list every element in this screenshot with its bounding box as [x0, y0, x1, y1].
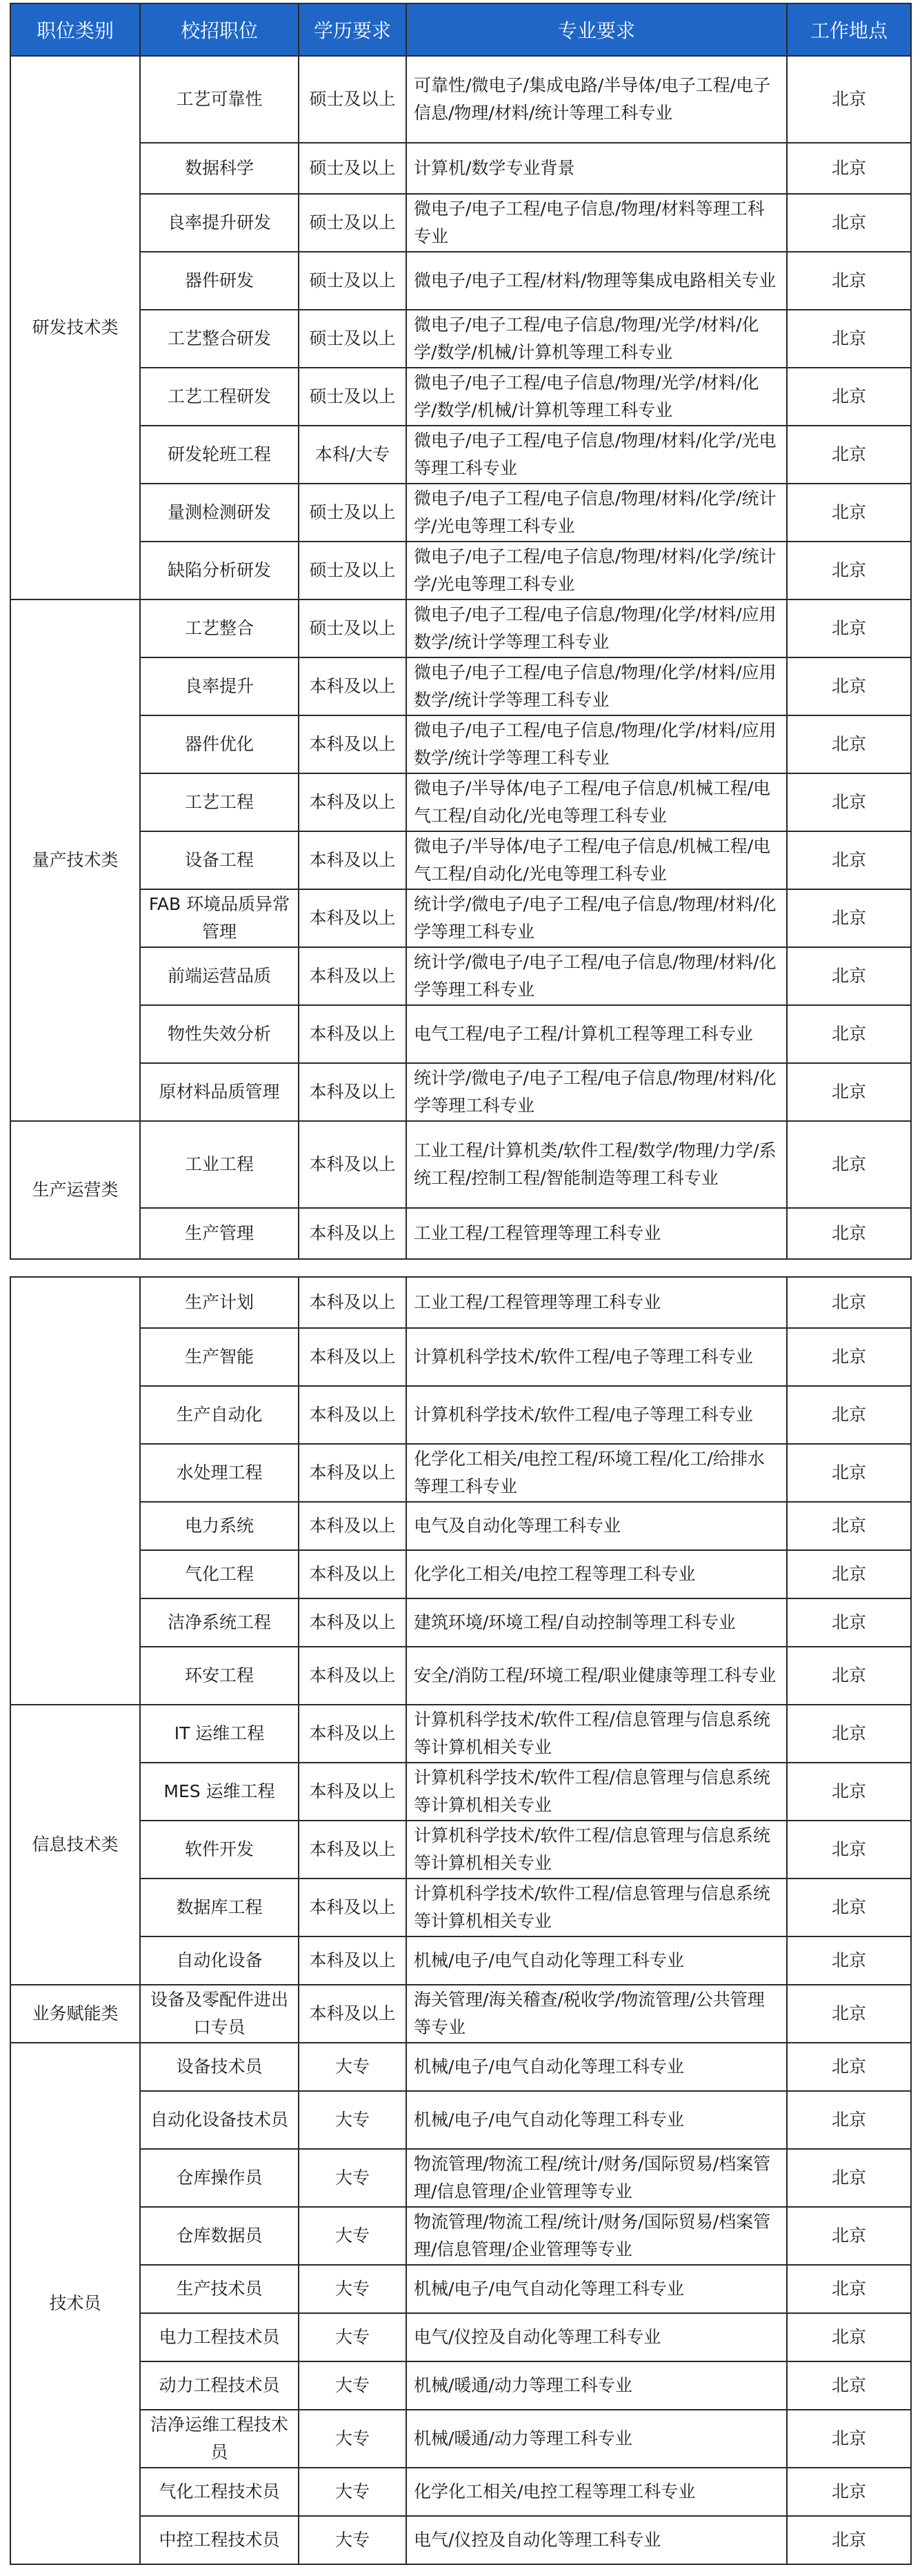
position-cell: 缺陷分析研发	[140, 542, 299, 600]
table-row	[10, 1063, 911, 1121]
table-row	[10, 1277, 911, 1328]
location-cell: 北京	[787, 2265, 911, 2313]
position-cell: 工艺整合研发	[140, 310, 299, 368]
location-cell: 北京	[787, 715, 911, 773]
education-cell: 本科及以上	[299, 831, 406, 889]
location-cell: 北京	[787, 2043, 911, 2091]
major-cell: 工业工程/计算机类/软件工程/数学/物理/力学/系统工程/控制工程/智能制造等理工科专业	[406, 1121, 787, 1208]
major-cell: 化学化工相关/电控工程等理工科专业	[406, 1550, 787, 1598]
location-cell: 北京	[787, 1647, 911, 1705]
table-row	[10, 1763, 911, 1821]
location-cell: 北京	[787, 831, 911, 889]
table-row	[10, 1879, 911, 1936]
education-cell: 本科及以上	[299, 947, 406, 1005]
position-cell: 工艺工程研发	[140, 368, 299, 426]
table-row	[10, 310, 911, 368]
position-cell: 物性失效分析	[140, 1005, 299, 1063]
location-cell: 北京	[787, 1879, 911, 1936]
table-row	[10, 2313, 911, 2361]
education-cell: 本科及以上	[299, 1705, 406, 1763]
table-row	[10, 1647, 911, 1705]
position-cell: 水处理工程	[140, 1444, 299, 1502]
table-row	[10, 1208, 911, 1259]
position-cell: 工艺整合	[140, 600, 299, 657]
table-row	[10, 2468, 911, 2516]
header-category: 职位类别	[10, 3, 140, 56]
location-cell: 北京	[787, 889, 911, 947]
major-cell: 电气及自动化等理工科专业	[406, 1502, 787, 1550]
category-cell: 量产技术类	[10, 600, 140, 1121]
location-cell: 北京	[787, 773, 911, 831]
major-cell: 微电子/电子工程/材料/物理等集成电路相关专业	[406, 252, 787, 310]
education-cell: 本科及以上	[299, 1328, 406, 1386]
position-cell: 生产管理	[140, 1208, 299, 1259]
position-cell: 器件优化	[140, 715, 299, 773]
table-row	[10, 2043, 911, 2091]
table-row	[10, 600, 911, 657]
position-cell: 电力工程技术员	[140, 2313, 299, 2361]
major-cell: 微电子/电子工程/电子信息/物理/材料/化学/统计学/光电等理工科专业	[406, 542, 787, 600]
education-cell: 大专	[299, 2361, 406, 2410]
major-cell: 计算机/数学专业背景	[406, 143, 787, 194]
education-cell: 本科及以上	[299, 1647, 406, 1705]
major-cell: 计算机科学技术/软件工程/信息管理与信息系统等计算机相关专业	[406, 1763, 787, 1821]
education-cell: 本科及以上	[299, 1063, 406, 1121]
education-cell: 本科及以上	[299, 889, 406, 947]
location-cell: 北京	[787, 1444, 911, 1502]
position-cell: 电力系统	[140, 1502, 299, 1550]
education-cell: 硕士及以上	[299, 600, 406, 657]
table-row	[10, 1444, 911, 1502]
location-cell: 北京	[787, 2468, 911, 2516]
education-cell: 大专	[299, 2207, 406, 2265]
location-cell: 北京	[787, 2149, 911, 2207]
position-cell: 数据库工程	[140, 1879, 299, 1936]
category-cell: 生产运营类	[10, 1121, 140, 1259]
education-cell: 本科及以上	[299, 1763, 406, 1821]
location-cell: 北京	[787, 2091, 911, 2149]
position-cell: 良率提升研发	[140, 194, 299, 252]
location-cell: 北京	[787, 1985, 911, 2043]
education-cell: 本科/大专	[299, 426, 406, 484]
position-cell: FAB 环境品质异常管理	[140, 889, 299, 947]
education-cell: 本科及以上	[299, 1936, 406, 1985]
education-cell: 硕士及以上	[299, 542, 406, 600]
education-cell: 本科及以上	[299, 1208, 406, 1259]
education-cell: 硕士及以上	[299, 252, 406, 310]
major-cell: 安全/消防工程/环境工程/职业健康等理工科专业	[406, 1647, 787, 1705]
location-cell: 北京	[787, 2313, 911, 2361]
major-cell: 微电子/电子工程/电子信息/物理/光学/材料/化学/数学/机械/计算机等理工科专业	[406, 310, 787, 368]
education-cell: 本科及以上	[299, 715, 406, 773]
location-cell: 北京	[787, 252, 911, 310]
location-cell: 北京	[787, 368, 911, 426]
position-cell: 器件研发	[140, 252, 299, 310]
major-cell: 计算机科学技术/软件工程/电子等理工科专业	[406, 1328, 787, 1386]
location-cell: 北京	[787, 1121, 911, 1208]
location-cell: 北京	[787, 1936, 911, 1985]
major-cell: 计算机科学技术/软件工程/信息管理与信息系统等计算机相关专业	[406, 1821, 787, 1879]
position-cell: 洁净运维工程技术员	[140, 2410, 299, 2468]
education-cell: 大专	[299, 2410, 406, 2468]
location-cell: 北京	[787, 484, 911, 542]
position-cell: 工业工程	[140, 1121, 299, 1208]
location-cell: 北京	[787, 194, 911, 252]
major-cell: 微电子/电子工程/电子信息/物理/化学/材料/应用数学/统计学等理工科专业	[406, 600, 787, 657]
table-row	[10, 1550, 911, 1598]
education-cell: 本科及以上	[299, 1386, 406, 1444]
table-row	[10, 2410, 911, 2468]
table-row	[10, 143, 911, 194]
major-cell: 机械/电子/电气自动化等理工科专业	[406, 2043, 787, 2091]
major-cell: 化学化工相关/电控工程/环境工程/化工/给排水等理工科专业	[406, 1444, 787, 1502]
education-cell: 本科及以上	[299, 1598, 406, 1647]
category-cell	[10, 1277, 140, 1705]
location-cell: 北京	[787, 1550, 911, 1598]
category-cell: 信息技术类	[10, 1705, 140, 1985]
position-cell: MES 运维工程	[140, 1763, 299, 1821]
table-row	[10, 1502, 911, 1550]
location-cell: 北京	[787, 2207, 911, 2265]
table-row	[10, 368, 911, 426]
table-row	[10, 1386, 911, 1444]
education-cell: 本科及以上	[299, 1121, 406, 1208]
position-cell: 软件开发	[140, 1821, 299, 1879]
table-row	[10, 2149, 911, 2207]
major-cell: 工业工程/工程管理等理工科专业	[406, 1277, 787, 1328]
header-row	[10, 3, 911, 56]
position-cell: 仓库操作员	[140, 2149, 299, 2207]
location-cell: 北京	[787, 1063, 911, 1121]
table-row	[10, 1985, 911, 2043]
major-cell: 机械/电子/电气自动化等理工科专业	[406, 1936, 787, 1985]
location-cell: 北京	[787, 1705, 911, 1763]
position-cell: 气化工程技术员	[140, 2468, 299, 2516]
education-cell: 本科及以上	[299, 1821, 406, 1879]
table-row	[10, 947, 911, 1005]
education-cell: 硕士及以上	[299, 143, 406, 194]
table-row	[10, 2265, 911, 2313]
major-cell: 建筑环境/环境工程/自动控制等理工科专业	[406, 1598, 787, 1647]
location-cell: 北京	[787, 143, 911, 194]
education-cell: 硕士及以上	[299, 56, 406, 143]
position-cell: 原材料品质管理	[140, 1063, 299, 1121]
education-cell: 大专	[299, 2265, 406, 2313]
position-cell: 动力工程技术员	[140, 2361, 299, 2410]
major-cell: 可靠性/微电子/集成电路/半导体/电子工程/电子信息/物理/材料/统计等理工科专业	[406, 56, 787, 143]
position-cell: 数据科学	[140, 143, 299, 194]
position-cell: 设备工程	[140, 831, 299, 889]
major-cell: 统计学/微电子/电子工程/电子信息/物理/材料/化学等理工科专业	[406, 889, 787, 947]
position-cell: 环安工程	[140, 1647, 299, 1705]
education-cell: 大专	[299, 2091, 406, 2149]
education-cell: 大专	[299, 2313, 406, 2361]
position-cell: 设备技术员	[140, 2043, 299, 2091]
jobs-table-part2	[10, 1276, 912, 2565]
position-cell: 前端运营品质	[140, 947, 299, 1005]
major-cell: 微电子/半导体/电子工程/电子信息/机械工程/电气工程/自动化/光电等理工科专业	[406, 831, 787, 889]
major-cell: 微电子/电子工程/电子信息/物理/材料/化学/光电等理工科专业	[406, 426, 787, 484]
location-cell: 北京	[787, 2516, 911, 2564]
table-row	[10, 1705, 911, 1763]
location-cell: 北京	[787, 1005, 911, 1063]
major-cell: 化学化工相关/电控工程等理工科专业	[406, 2468, 787, 2516]
header-location: 工作地点	[787, 3, 911, 56]
education-cell: 本科及以上	[299, 1502, 406, 1550]
major-cell: 计算机科学技术/软件工程/电子等理工科专业	[406, 1386, 787, 1444]
table-row	[10, 657, 911, 715]
location-cell: 北京	[787, 542, 911, 600]
location-cell: 北京	[787, 310, 911, 368]
major-cell: 统计学/微电子/电子工程/电子信息/物理/材料/化学等理工科专业	[406, 1063, 787, 1121]
location-cell: 北京	[787, 56, 911, 143]
major-cell: 物流管理/物流工程/统计/财务/国际贸易/档案管理/信息管理/企业管理等专业	[406, 2149, 787, 2207]
major-cell: 微电子/电子工程/电子信息/物理/材料等理工科专业	[406, 194, 787, 252]
location-cell: 北京	[787, 657, 911, 715]
education-cell: 硕士及以上	[299, 310, 406, 368]
major-cell: 工业工程/工程管理等理工科专业	[406, 1208, 787, 1259]
location-cell: 北京	[787, 2410, 911, 2468]
major-cell: 微电子/半导体/电子工程/电子信息/机械工程/电气工程/自动化/光电等理工科专业	[406, 773, 787, 831]
education-cell: 本科及以上	[299, 1985, 406, 2043]
table-row	[10, 426, 911, 484]
major-cell: 计算机科学技术/软件工程/信息管理与信息系统等计算机相关专业	[406, 1879, 787, 1936]
location-cell: 北京	[787, 1208, 911, 1259]
position-cell: 工艺工程	[140, 773, 299, 831]
table-row	[10, 194, 911, 252]
major-cell: 微电子/电子工程/电子信息/物理/化学/材料/应用数学/统计学等理工科专业	[406, 657, 787, 715]
major-cell: 机械/电子/电气自动化等理工科专业	[406, 2091, 787, 2149]
location-cell: 北京	[787, 1598, 911, 1647]
table-row	[10, 2516, 911, 2564]
table-row	[10, 1821, 911, 1879]
location-cell: 北京	[787, 1502, 911, 1550]
education-cell: 本科及以上	[299, 657, 406, 715]
location-cell: 北京	[787, 2361, 911, 2410]
major-cell: 物流管理/物流工程/统计/财务/国际贸易/档案管理/信息管理/企业管理等专业	[406, 2207, 787, 2265]
table-row	[10, 1328, 911, 1386]
education-cell: 硕士及以上	[299, 484, 406, 542]
table-row	[10, 1005, 911, 1063]
header-major: 专业要求	[406, 3, 787, 56]
category-cell: 研发技术类	[10, 56, 140, 600]
position-cell: 自动化设备技术员	[140, 2091, 299, 2149]
location-cell: 北京	[787, 947, 911, 1005]
education-cell: 本科及以上	[299, 1005, 406, 1063]
jobs-table-part1	[10, 3, 912, 1260]
major-cell: 机械/暖通/动力等理工科专业	[406, 2410, 787, 2468]
education-cell: 硕士及以上	[299, 368, 406, 426]
position-cell: 设备及零配件进出口专员	[140, 1985, 299, 2043]
education-cell: 大专	[299, 2516, 406, 2564]
major-cell: 微电子/电子工程/电子信息/物理/材料/化学/统计学/光电等理工科专业	[406, 484, 787, 542]
table-row	[10, 542, 911, 600]
table-row	[10, 484, 911, 542]
position-cell: 自动化设备	[140, 1936, 299, 1985]
position-cell: IT 运维工程	[140, 1705, 299, 1763]
table-row	[10, 2091, 911, 2149]
table-row	[10, 715, 911, 773]
major-cell: 海关管理/海关稽查/税收学/物流管理/公共管理等专业	[406, 1985, 787, 2043]
position-cell: 生产自动化	[140, 1386, 299, 1444]
position-cell: 洁净系统工程	[140, 1598, 299, 1647]
position-cell: 良率提升	[140, 657, 299, 715]
education-cell: 本科及以上	[299, 1277, 406, 1328]
table-row	[10, 252, 911, 310]
position-cell: 中控工程技术员	[140, 2516, 299, 2564]
category-cell: 技术员	[10, 2043, 140, 2564]
education-cell: 本科及以上	[299, 1444, 406, 1502]
table-row	[10, 2361, 911, 2410]
header-position: 校招职位	[140, 3, 299, 56]
major-cell: 统计学/微电子/电子工程/电子信息/物理/材料/化学等理工科专业	[406, 947, 787, 1005]
education-cell: 硕士及以上	[299, 194, 406, 252]
table-row	[10, 889, 911, 947]
major-cell: 电气工程/电子工程/计算机工程等理工科专业	[406, 1005, 787, 1063]
major-cell: 微电子/电子工程/电子信息/物理/化学/材料/应用数学/统计学等理工科专业	[406, 715, 787, 773]
table-row	[10, 2207, 911, 2265]
location-cell: 北京	[787, 1821, 911, 1879]
major-cell: 机械/电子/电气自动化等理工科专业	[406, 2265, 787, 2313]
table-row	[10, 56, 911, 143]
location-cell: 北京	[787, 1763, 911, 1821]
position-cell: 气化工程	[140, 1550, 299, 1598]
position-cell: 工艺可靠性	[140, 56, 299, 143]
header-education: 学历要求	[299, 3, 406, 56]
education-cell: 大专	[299, 2468, 406, 2516]
position-cell: 生产计划	[140, 1277, 299, 1328]
table-row	[10, 1121, 911, 1208]
major-cell: 机械/暖通/动力等理工科专业	[406, 2361, 787, 2410]
position-cell: 量测检测研发	[140, 484, 299, 542]
location-cell: 北京	[787, 600, 911, 657]
major-cell: 电气/仪控及自动化等理工科专业	[406, 2313, 787, 2361]
education-cell: 大专	[299, 2043, 406, 2091]
position-cell: 研发轮班工程	[140, 426, 299, 484]
major-cell: 微电子/电子工程/电子信息/物理/光学/材料/化学/数学/机械/计算机等理工科专业	[406, 368, 787, 426]
category-cell: 业务赋能类	[10, 1985, 140, 2043]
location-cell: 北京	[787, 426, 911, 484]
table-row	[10, 773, 911, 831]
education-cell: 本科及以上	[299, 1879, 406, 1936]
location-cell: 北京	[787, 1328, 911, 1386]
location-cell: 北京	[787, 1277, 911, 1328]
education-cell: 大专	[299, 2149, 406, 2207]
location-cell: 北京	[787, 1386, 911, 1444]
table-row	[10, 831, 911, 889]
education-cell: 本科及以上	[299, 773, 406, 831]
major-cell: 计算机科学技术/软件工程/信息管理与信息系统等计算机相关专业	[406, 1705, 787, 1763]
position-cell: 仓库数据员	[140, 2207, 299, 2265]
table-row	[10, 1598, 911, 1647]
education-cell: 本科及以上	[299, 1550, 406, 1598]
major-cell: 电气/仪控及自动化等理工科专业	[406, 2516, 787, 2564]
position-cell: 生产技术员	[140, 2265, 299, 2313]
position-cell: 生产智能	[140, 1328, 299, 1386]
table-row	[10, 1936, 911, 1985]
